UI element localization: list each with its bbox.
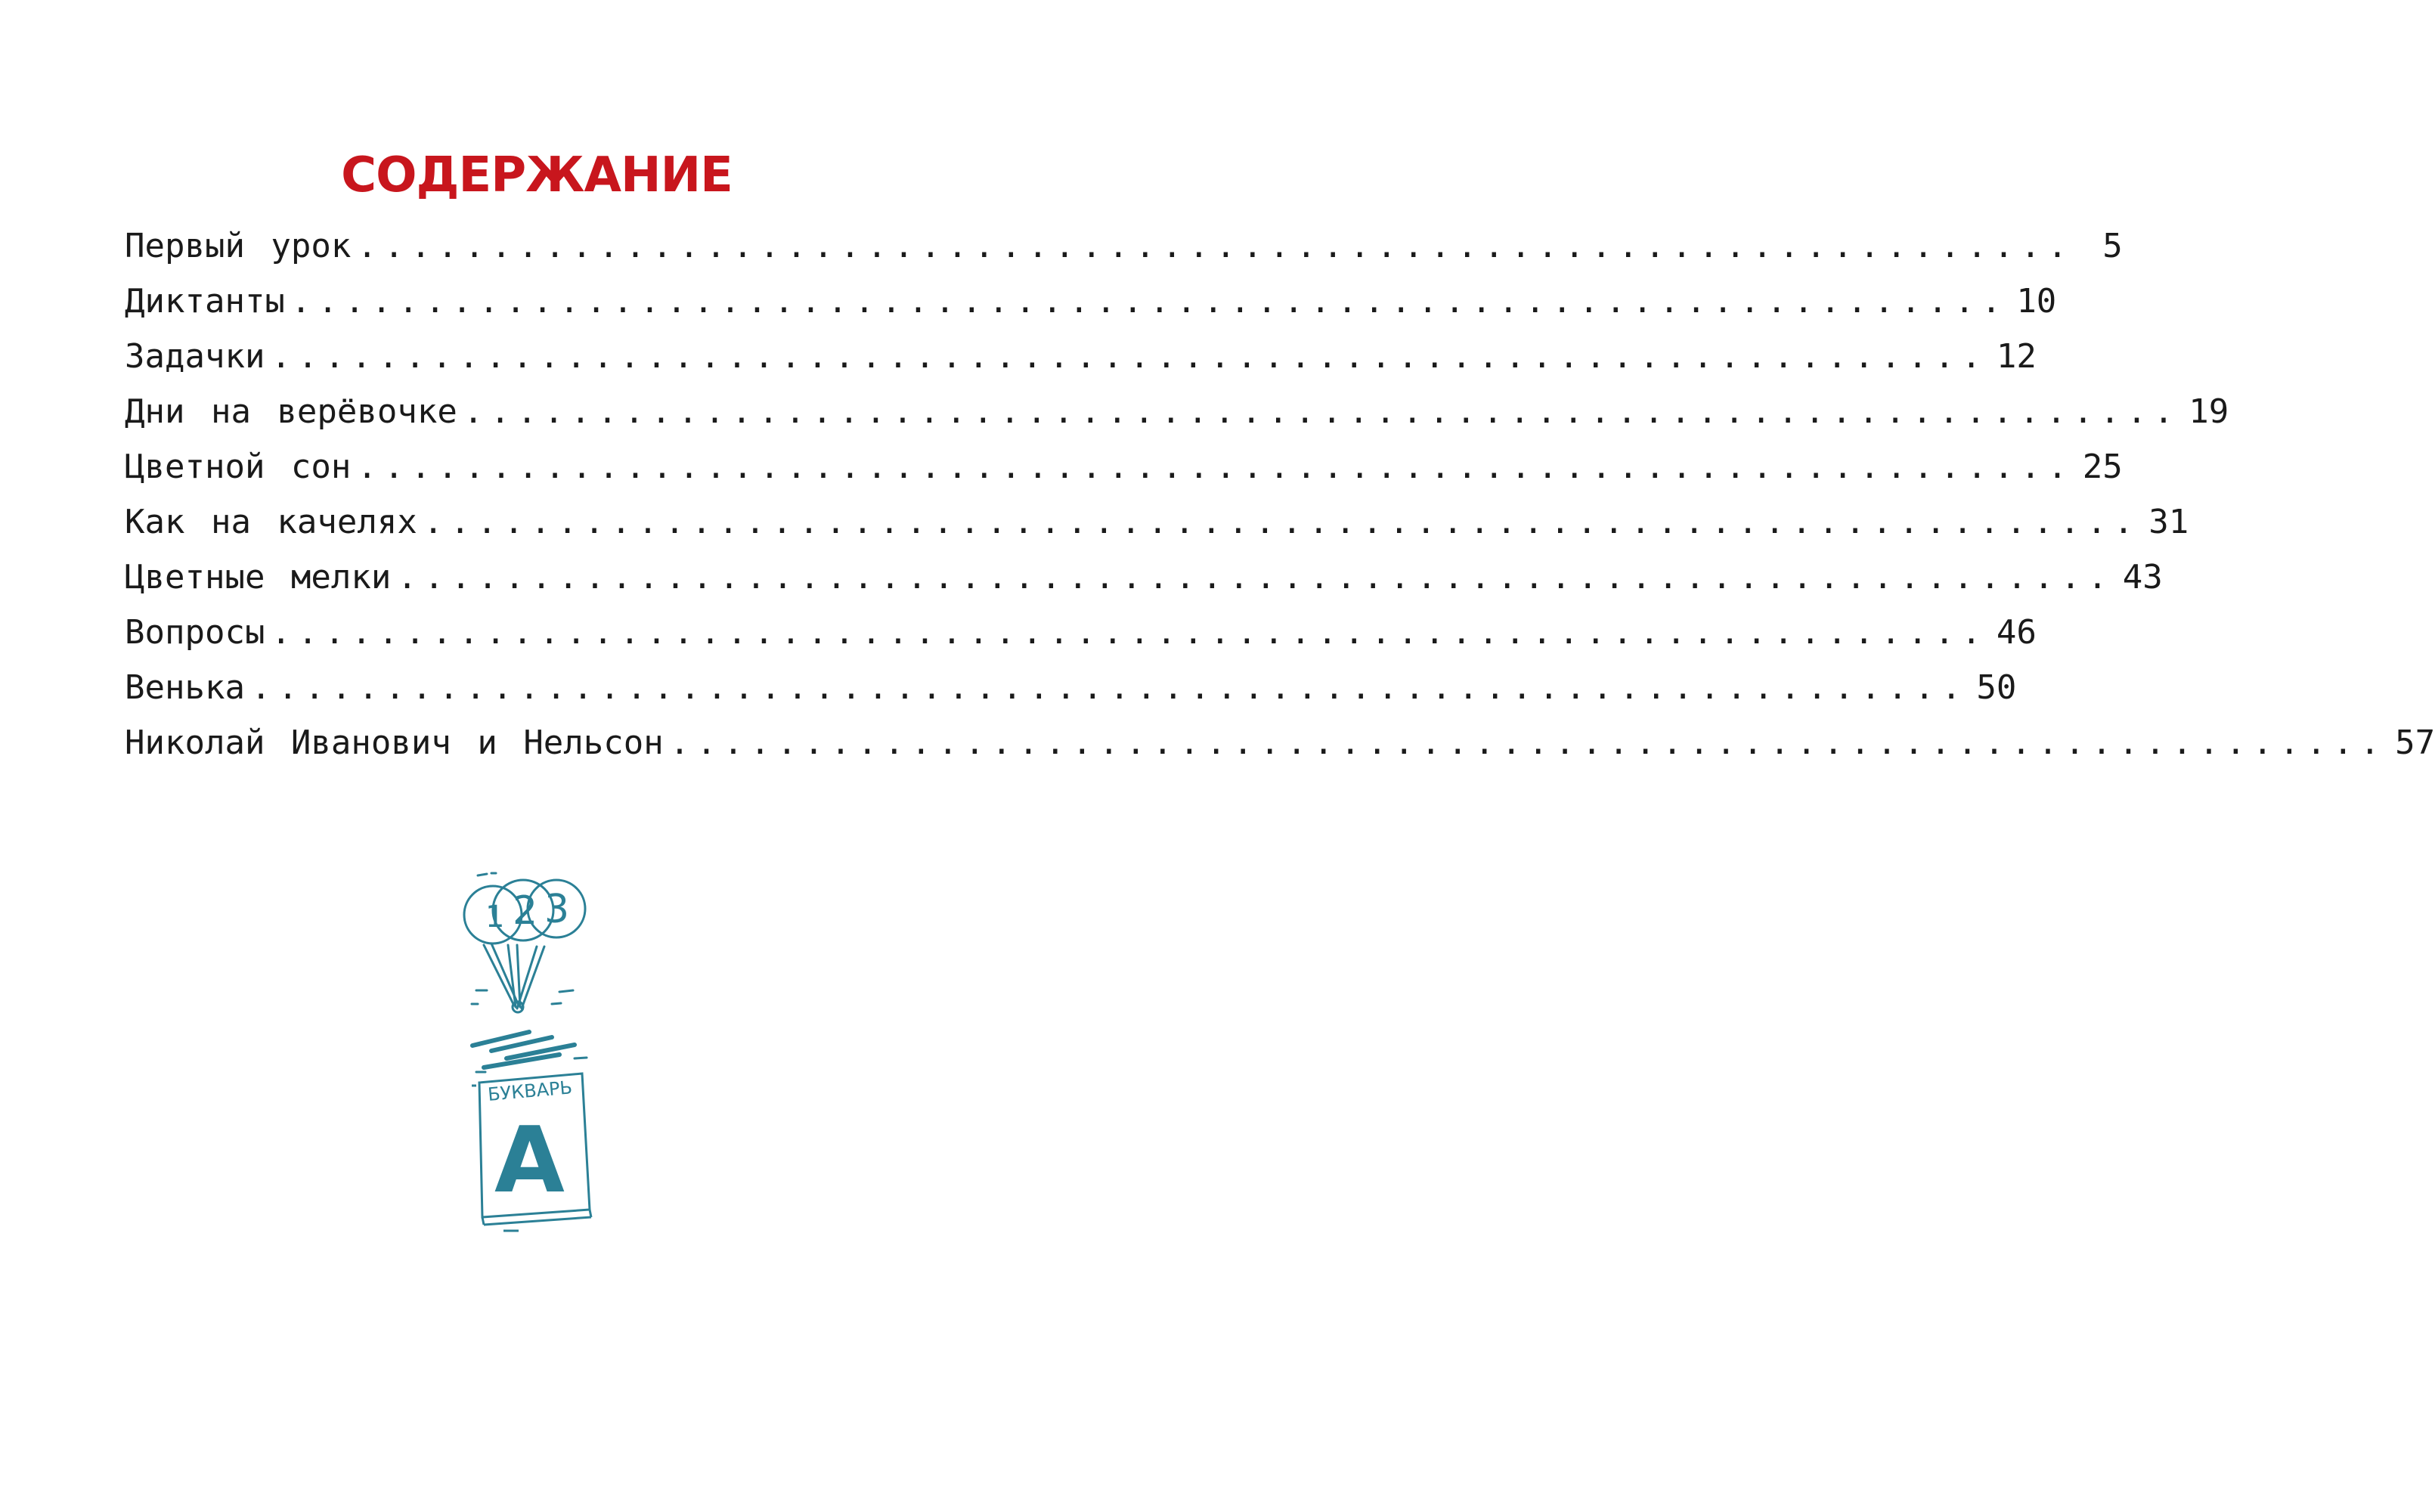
toc-entry-title: Цветные мелки bbox=[125, 558, 392, 596]
pencils-icon bbox=[472, 1032, 587, 1072]
school-supplies-illustration bbox=[461, 869, 612, 1240]
toc-entry-title: Цветной сон bbox=[125, 448, 352, 486]
toc-entry-page: 19 bbox=[2189, 392, 2229, 431]
toc-entry-title: Первый урок bbox=[125, 227, 352, 265]
sign-number-3: 3 bbox=[544, 887, 570, 932]
toc-entry-page: 46 bbox=[1996, 613, 2037, 652]
toc-entry-title: Задачки bbox=[125, 337, 265, 376]
dot-leader: ................................................................ bbox=[357, 448, 2074, 486]
dot-leader: ................................................................ bbox=[250, 668, 1969, 707]
dot-leader: ................................................................ bbox=[669, 723, 2387, 762]
toc-entry-page: 50 bbox=[1976, 668, 2017, 707]
dot-leader: ................................................................ bbox=[463, 392, 2181, 431]
toc-entry bbox=[125, 337, 2037, 392]
toc-entry-page: 10 bbox=[2016, 282, 2057, 321]
sign-number-1: 1 bbox=[485, 900, 505, 934]
dot-leader: ................................................................ bbox=[357, 227, 2074, 265]
toc-entry-page: 57 bbox=[2395, 723, 2435, 762]
toc-entry-title: Венька bbox=[125, 668, 245, 707]
dot-leader: ................................................................ bbox=[271, 337, 1988, 376]
dot-leader: ................................................................ bbox=[397, 558, 2114, 596]
toc-entry-page: 25 bbox=[2082, 448, 2123, 486]
dot-leader: ................................................................ bbox=[423, 503, 2141, 541]
toc-entry bbox=[125, 558, 2163, 613]
toc-entry bbox=[125, 282, 2057, 337]
toc-entry-title: Диктанты bbox=[125, 282, 285, 321]
sign-number-2: 2 bbox=[513, 888, 538, 934]
page-title: СОДЕРЖАНИЕ bbox=[341, 147, 733, 203]
toc-entry-title: Вопросы bbox=[125, 613, 265, 652]
toc-entry-title: Как на качелях bbox=[125, 503, 417, 541]
toc-entry bbox=[125, 392, 2229, 448]
toc-entry bbox=[125, 613, 2037, 668]
toc-entry-page: 12 bbox=[1996, 337, 2037, 376]
primer-book-letter: А bbox=[494, 1108, 565, 1213]
toc-entry-page: 43 bbox=[2122, 558, 2163, 596]
toc-entry bbox=[125, 448, 2123, 503]
primer-book-title: БУКВАРЬ bbox=[487, 1077, 574, 1105]
table-of-contents bbox=[125, 227, 2435, 779]
dot-leader: ................................................................ bbox=[290, 282, 2009, 321]
dot-leader: ................................................................ bbox=[271, 613, 1988, 652]
toc-entry-title: Николай Иванович и Нельсон bbox=[125, 723, 664, 762]
toc-entry bbox=[125, 668, 2017, 723]
toc-entry bbox=[125, 723, 2435, 779]
toc-entry bbox=[125, 503, 2189, 558]
toc-entry bbox=[125, 227, 2123, 282]
toc-entry-title: Дни на верёвочке bbox=[125, 392, 457, 431]
toc-entry-page: 5 bbox=[2102, 227, 2123, 265]
toc-entry-page: 31 bbox=[2148, 503, 2189, 541]
